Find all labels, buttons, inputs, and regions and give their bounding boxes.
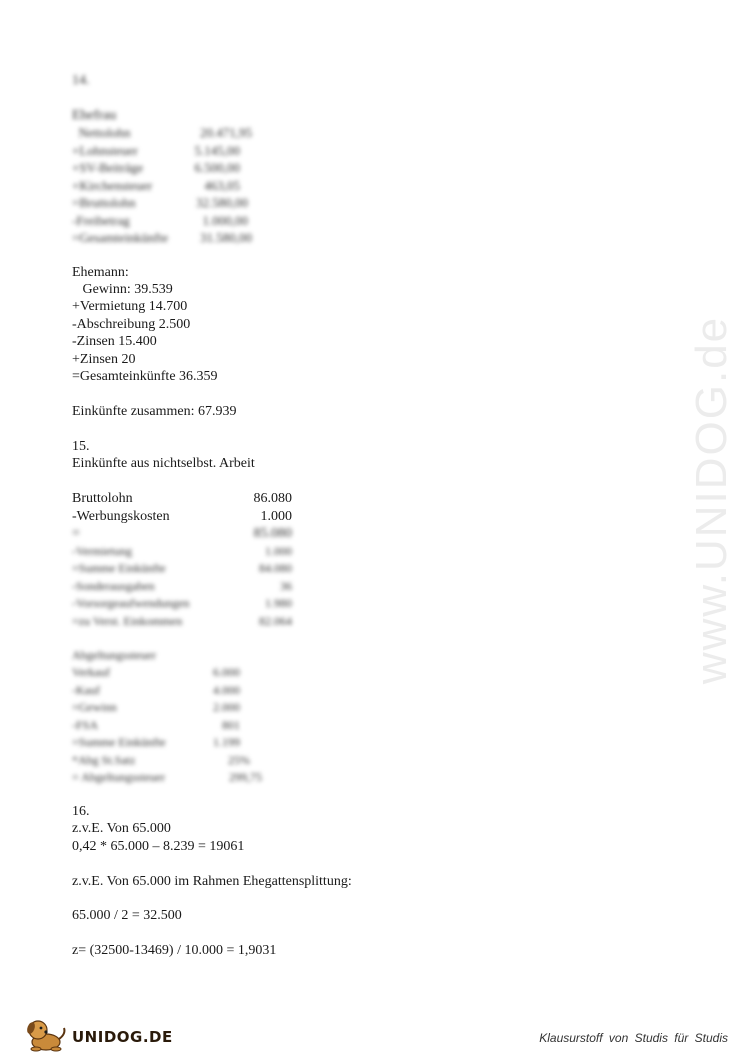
row-label: Verkauf xyxy=(72,665,110,679)
table-row xyxy=(72,578,292,596)
table-row xyxy=(72,699,262,717)
table-row xyxy=(72,613,292,631)
row-value: 1.199 xyxy=(213,735,240,749)
table-row xyxy=(72,490,292,508)
row-label: +Lohnsteuer xyxy=(72,142,138,158)
q14-ehemann-heading: Ehemann: xyxy=(72,265,129,280)
table-row xyxy=(72,560,292,578)
q14-ehemann-line: +Vermietung 14.700 xyxy=(72,299,188,314)
q14-ehefrau-heading: Ehefrau xyxy=(72,108,117,123)
row-label: +Kirchensteuer xyxy=(72,177,153,193)
row-value: 801 xyxy=(222,717,240,732)
row-label: = Abgeltungssteuer xyxy=(72,770,166,784)
row-value: 25% xyxy=(228,752,250,767)
table-row xyxy=(72,664,262,682)
row-value: 1.000 xyxy=(265,543,292,558)
row-value: 1.000,00 xyxy=(202,212,248,228)
table-row xyxy=(72,769,262,787)
table-row xyxy=(72,595,292,613)
table-row xyxy=(72,682,262,700)
row-value: 4.000 xyxy=(213,682,240,697)
table-row xyxy=(72,159,252,177)
q14-total: Einkünfte zusammen: 67.939 xyxy=(72,404,237,419)
q16-number: 16. xyxy=(72,804,90,819)
row-value: 463,05 xyxy=(204,177,240,193)
q16-line: z.v.E. Von 65.000 im Rahmen Ehegattensplittung: xyxy=(72,874,352,889)
row-label: =Gewinn xyxy=(72,700,117,714)
row-value: 2.000 xyxy=(213,700,240,714)
row-label: *Abg St.Satz xyxy=(72,752,136,767)
row-label: -Werbungskosten xyxy=(72,508,170,524)
q14-ehemann-line: -Zinsen 15.400 xyxy=(72,334,157,349)
q14-ehemann-line: -Abschreibung 2.500 xyxy=(72,317,191,332)
q15-number: 15. xyxy=(72,439,90,454)
table-row xyxy=(72,177,252,195)
row-label: -Kauf xyxy=(72,682,100,697)
q14-ehefrau-table xyxy=(72,124,252,247)
row-value: 31.580,00 xyxy=(200,230,252,245)
q14-ehemann-line: Gewinn: 39.539 xyxy=(72,282,173,297)
row-label: -Vorsorgeaufwendungen xyxy=(72,596,190,610)
row-value: 299,75 xyxy=(229,770,262,784)
q16-line: 65.000 / 2 = 32.500 xyxy=(72,908,182,923)
table-row xyxy=(72,525,292,543)
row-label: Bruttolohn xyxy=(72,491,133,506)
q14-number: 14. xyxy=(72,73,90,88)
row-label: -FSA xyxy=(72,717,99,732)
dog-icon xyxy=(22,1012,74,1054)
table-row xyxy=(72,142,252,160)
table-row xyxy=(72,229,252,247)
table-row xyxy=(72,717,262,735)
row-label: Nettolohn xyxy=(72,125,131,140)
watermark: www.UNIDOG.de xyxy=(687,315,736,685)
row-value: 36 xyxy=(280,578,292,593)
row-label: =Bruttolohn xyxy=(72,195,136,210)
q14-ehemann-line: =Gesamteinkünfte 36.359 xyxy=(72,369,218,384)
q16-line: 0,42 * 65.000 – 8.239 = 19061 xyxy=(72,839,245,854)
row-label: = xyxy=(72,526,80,541)
row-label: =Summe Einkünfte xyxy=(72,561,166,575)
row-value: 20.471,95 xyxy=(200,125,252,140)
row-label: -Sonderausgaben xyxy=(72,578,155,593)
row-value: 32.580,00 xyxy=(196,195,248,210)
table-row xyxy=(72,212,252,230)
row-value: 82.064 xyxy=(259,613,292,628)
table-row xyxy=(72,752,262,770)
logo-text: UNIDOG.DE xyxy=(72,1028,173,1046)
row-value: 1.000 xyxy=(260,508,292,524)
footer-tagline: Klausurstoff von Studis für Studis xyxy=(539,1031,728,1045)
row-value: 5.145,00 xyxy=(194,142,240,158)
q16-line: z= (32500-13469) / 10.000 = 1,9031 xyxy=(72,943,277,958)
q15-table xyxy=(72,490,292,630)
unidog-logo[interactable] xyxy=(22,1012,173,1052)
q15-subtitle: Einkünfte aus nichtselbst. Arbeit xyxy=(72,456,255,471)
q16-line: z.v.E. Von 65.000 xyxy=(72,821,171,836)
row-label: -Vermietung xyxy=(72,543,132,558)
row-label: =zu Verst. Einkommen xyxy=(72,613,183,628)
row-label: +SV-Beiträge xyxy=(72,160,144,175)
table-row xyxy=(72,734,262,752)
row-value: 1.980 xyxy=(265,596,292,610)
table-row xyxy=(72,124,252,142)
row-value: 86.080 xyxy=(253,491,292,506)
q15-abgeltung-table xyxy=(72,664,262,787)
row-value: 84.080 xyxy=(259,561,292,575)
table-row xyxy=(72,194,252,212)
q14-ehemann-line: +Zinsen 20 xyxy=(72,352,136,367)
table-row xyxy=(72,508,292,526)
row-label: =Summe Einkünfte xyxy=(72,735,166,749)
q15-abgeltung-heading: Abgeltungssteuer xyxy=(72,648,156,662)
row-label: -Freibetrag xyxy=(72,212,130,228)
row-label: =Gesamteinkünfte xyxy=(72,230,169,245)
row-value: 6.500,00 xyxy=(194,160,240,175)
row-value: 85.080 xyxy=(253,526,292,541)
table-row xyxy=(72,543,292,561)
row-value: 6.000 xyxy=(213,665,240,679)
